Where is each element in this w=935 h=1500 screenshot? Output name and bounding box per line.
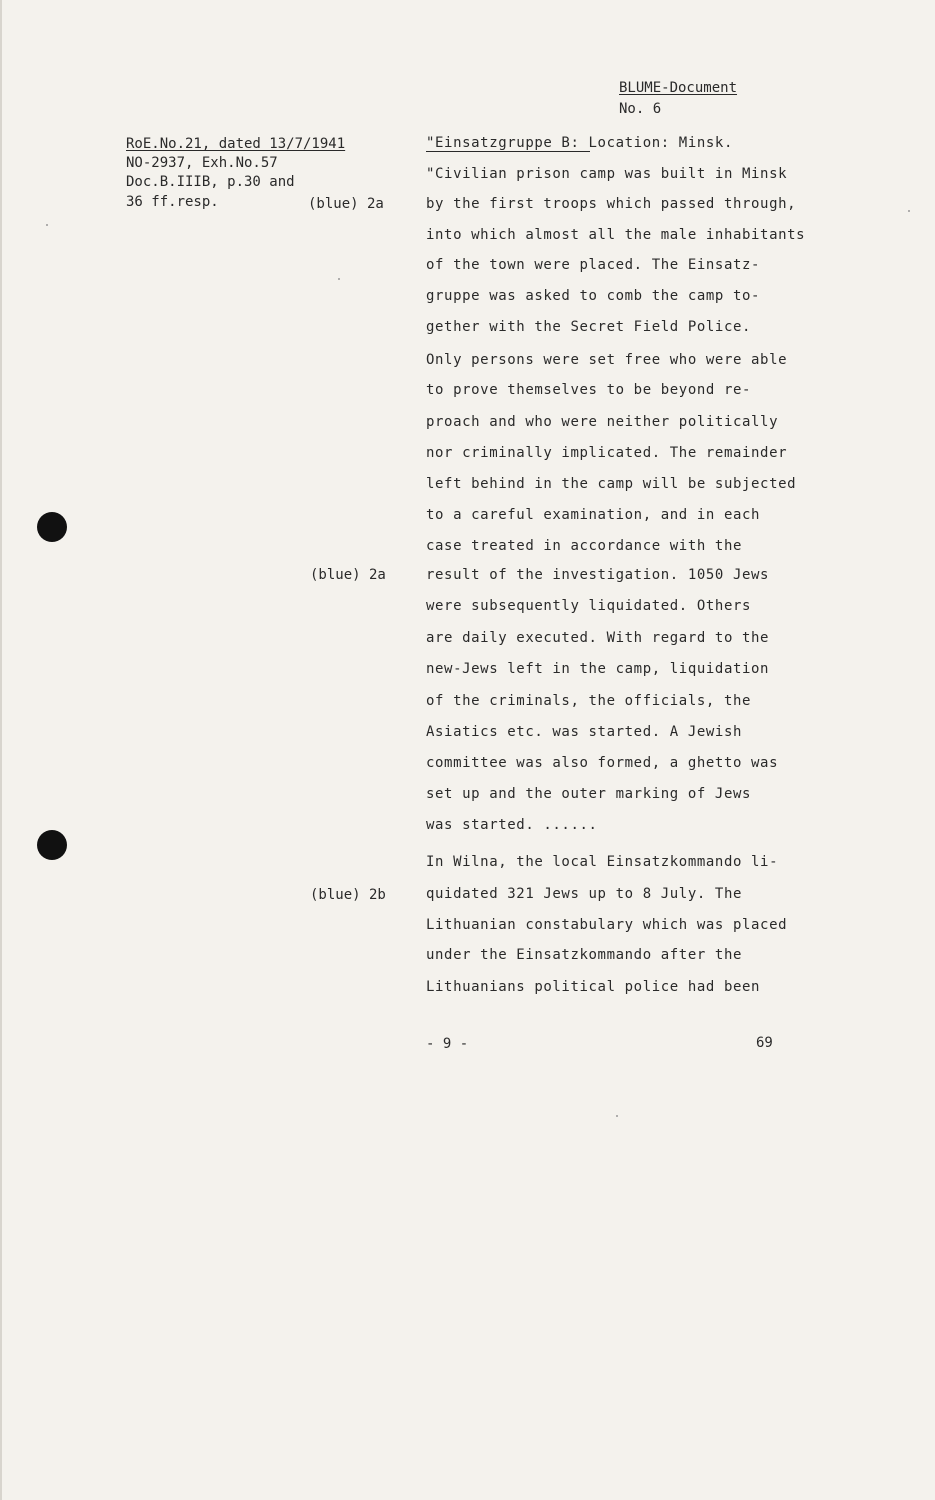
margin-note: (blue) 2b	[310, 887, 386, 903]
body-line: committee was also formed, a ghetto was	[426, 755, 779, 771]
page-number: - 9 -	[426, 1036, 469, 1052]
body-line: by the first troops which passed through,	[426, 196, 797, 212]
body-line: "Civilian prison camp was built in Minsk	[426, 166, 788, 182]
punch-hole-top	[37, 512, 67, 542]
body-line-heading: "Einsatzgruppe B: Location: Minsk.	[426, 135, 733, 151]
folio-number: 69	[756, 1035, 773, 1051]
body-line: left behind in the camp will be subjected	[426, 476, 797, 492]
paper-speck	[46, 224, 48, 226]
reference-line-1: RoE.No.21, dated 13/7/1941	[126, 136, 346, 152]
body-line: Asiatics etc. was started. A Jewish	[426, 724, 743, 740]
reference-line-4: 36 ff.resp.	[126, 194, 219, 210]
margin-note: (blue) 2a	[308, 196, 384, 212]
body-line: of the criminals, the officials, the	[426, 693, 752, 709]
body-line: was started. ......	[426, 817, 598, 833]
body-line: to a careful examination, and in each	[426, 507, 761, 523]
paper-speck	[338, 278, 340, 280]
reference-line-2: NO-2937, Exh.No.57	[126, 155, 278, 171]
body-line: new-Jews left in the camp, liquidation	[426, 661, 770, 677]
body-line: are daily executed. With regard to the	[426, 630, 770, 646]
body-line: gruppe was asked to comb the camp to-	[426, 288, 761, 304]
punch-hole-bottom	[37, 830, 67, 860]
paper-speck	[616, 1115, 618, 1117]
body-line: into which almost all the male inhabitants	[426, 227, 806, 243]
body-line: quidated 321 Jews up to 8 July. The	[426, 886, 743, 902]
document-number: No. 6	[619, 101, 662, 117]
heading-underline	[426, 151, 590, 152]
document-title: BLUME-Document	[619, 80, 738, 96]
body-line: Lithuanians political police had been	[426, 979, 761, 995]
margin-note: (blue) 2a	[310, 567, 386, 583]
body-line: proach and who were neither politically	[426, 414, 779, 430]
body-line: case treated in accordance with the	[426, 538, 743, 554]
body-line: under the Einsatzkommando after the	[426, 947, 743, 963]
paper-speck	[908, 210, 910, 212]
body-line: result of the investigation. 1050 Jews	[426, 567, 770, 583]
body-line: were subsequently liquidated. Others	[426, 598, 752, 614]
body-line: In Wilna, the local Einsatzkommando li-	[426, 854, 779, 870]
body-line: Lithuanian constabulary which was placed	[426, 917, 788, 933]
body-line: to prove themselves to be beyond re-	[426, 382, 752, 398]
body-line: Only persons were set free who were able	[426, 352, 788, 368]
body-line: gether with the Secret Field Police.	[426, 319, 752, 335]
body-line: nor criminally implicated. The remainder	[426, 445, 788, 461]
body-line: of the town were placed. The Einsatz-	[426, 257, 761, 273]
reference-line-3: Doc.B.IIIB, p.30 and	[126, 174, 295, 190]
body-line: set up and the outer marking of Jews	[426, 786, 752, 802]
